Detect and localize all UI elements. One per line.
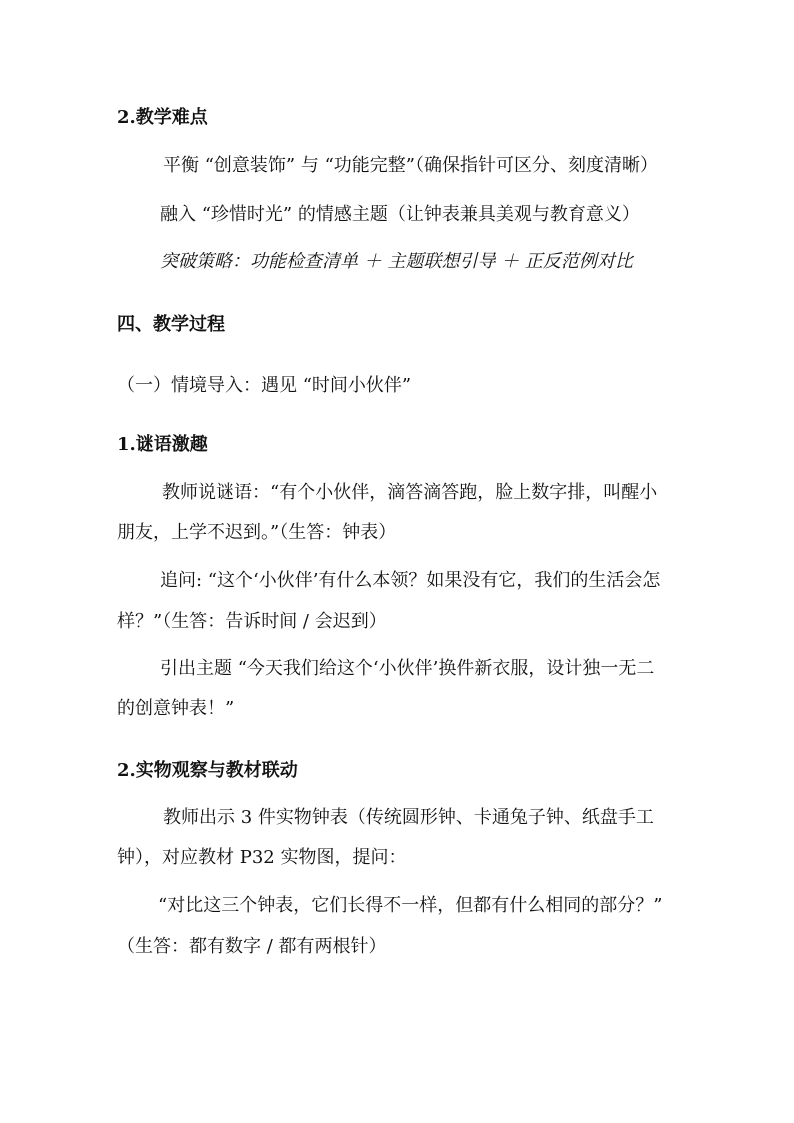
difficulty-heading: 2.教学难点 bbox=[117, 107, 208, 128]
riddle-heading: 1.谜语激趣 bbox=[117, 434, 208, 455]
riddle-paragraph-1-line-2: 朋友，上学不迟到。”（生答：钟表） bbox=[117, 522, 397, 543]
difficulty-item-2: 融入 “珍惜时光” 的情感主题（让钟表兼具美观与教育意义） bbox=[160, 204, 640, 225]
difficulty-item-1: 平衡 “创意装饰” 与 “功能完整”（确保指针可区分、刻度清晰） bbox=[163, 155, 658, 176]
observe-paragraph-2-line-2: （生答：都有数字 / 都有两根针） bbox=[117, 936, 387, 957]
riddle-paragraph-3-line-1: 引出主题 “今天我们给这个‘小伙伴’换件新衣服，设计独一无二 bbox=[160, 658, 655, 679]
riddle-paragraph-2-line-1: 追问: “这个‘小伙伴’有什么本领？如果没有它，我们的生活会怎 bbox=[160, 570, 661, 591]
riddle-paragraph-2-line-2: 样？”（生答：告诉时间 / 会迟到） bbox=[117, 611, 387, 632]
sub1-heading: （一）情境导入：遇见 “时间小伙伴” bbox=[117, 375, 412, 396]
difficulty-strategy: 突破策略：功能检查清单 ＋ 主题联想引导 ＋ 正反范例对比 bbox=[160, 251, 633, 272]
observe-paragraph-1-line-2: 钟），对应教材 P32 实物图，提问： bbox=[117, 847, 407, 868]
process-heading: 四、教学过程 bbox=[117, 314, 225, 335]
riddle-paragraph-3-line-2: 的创意钟表！” bbox=[117, 698, 235, 719]
observe-paragraph-2-line-1: “对比这三个钟表，它们长得不一样，但都有什么相同的部分？” bbox=[158, 895, 663, 916]
observe-heading: 2.实物观察与教材联动 bbox=[117, 760, 298, 781]
riddle-paragraph-1-line-1: 教师说谜语：“有个小伙伴，滴答滴答跑，脸上数字排，叫醒小 bbox=[162, 482, 658, 503]
observe-paragraph-1-line-1: 教师出示 3 件实物钟表（传统圆形钟、卡通兔子钟、纸盘手工 bbox=[163, 807, 654, 828]
